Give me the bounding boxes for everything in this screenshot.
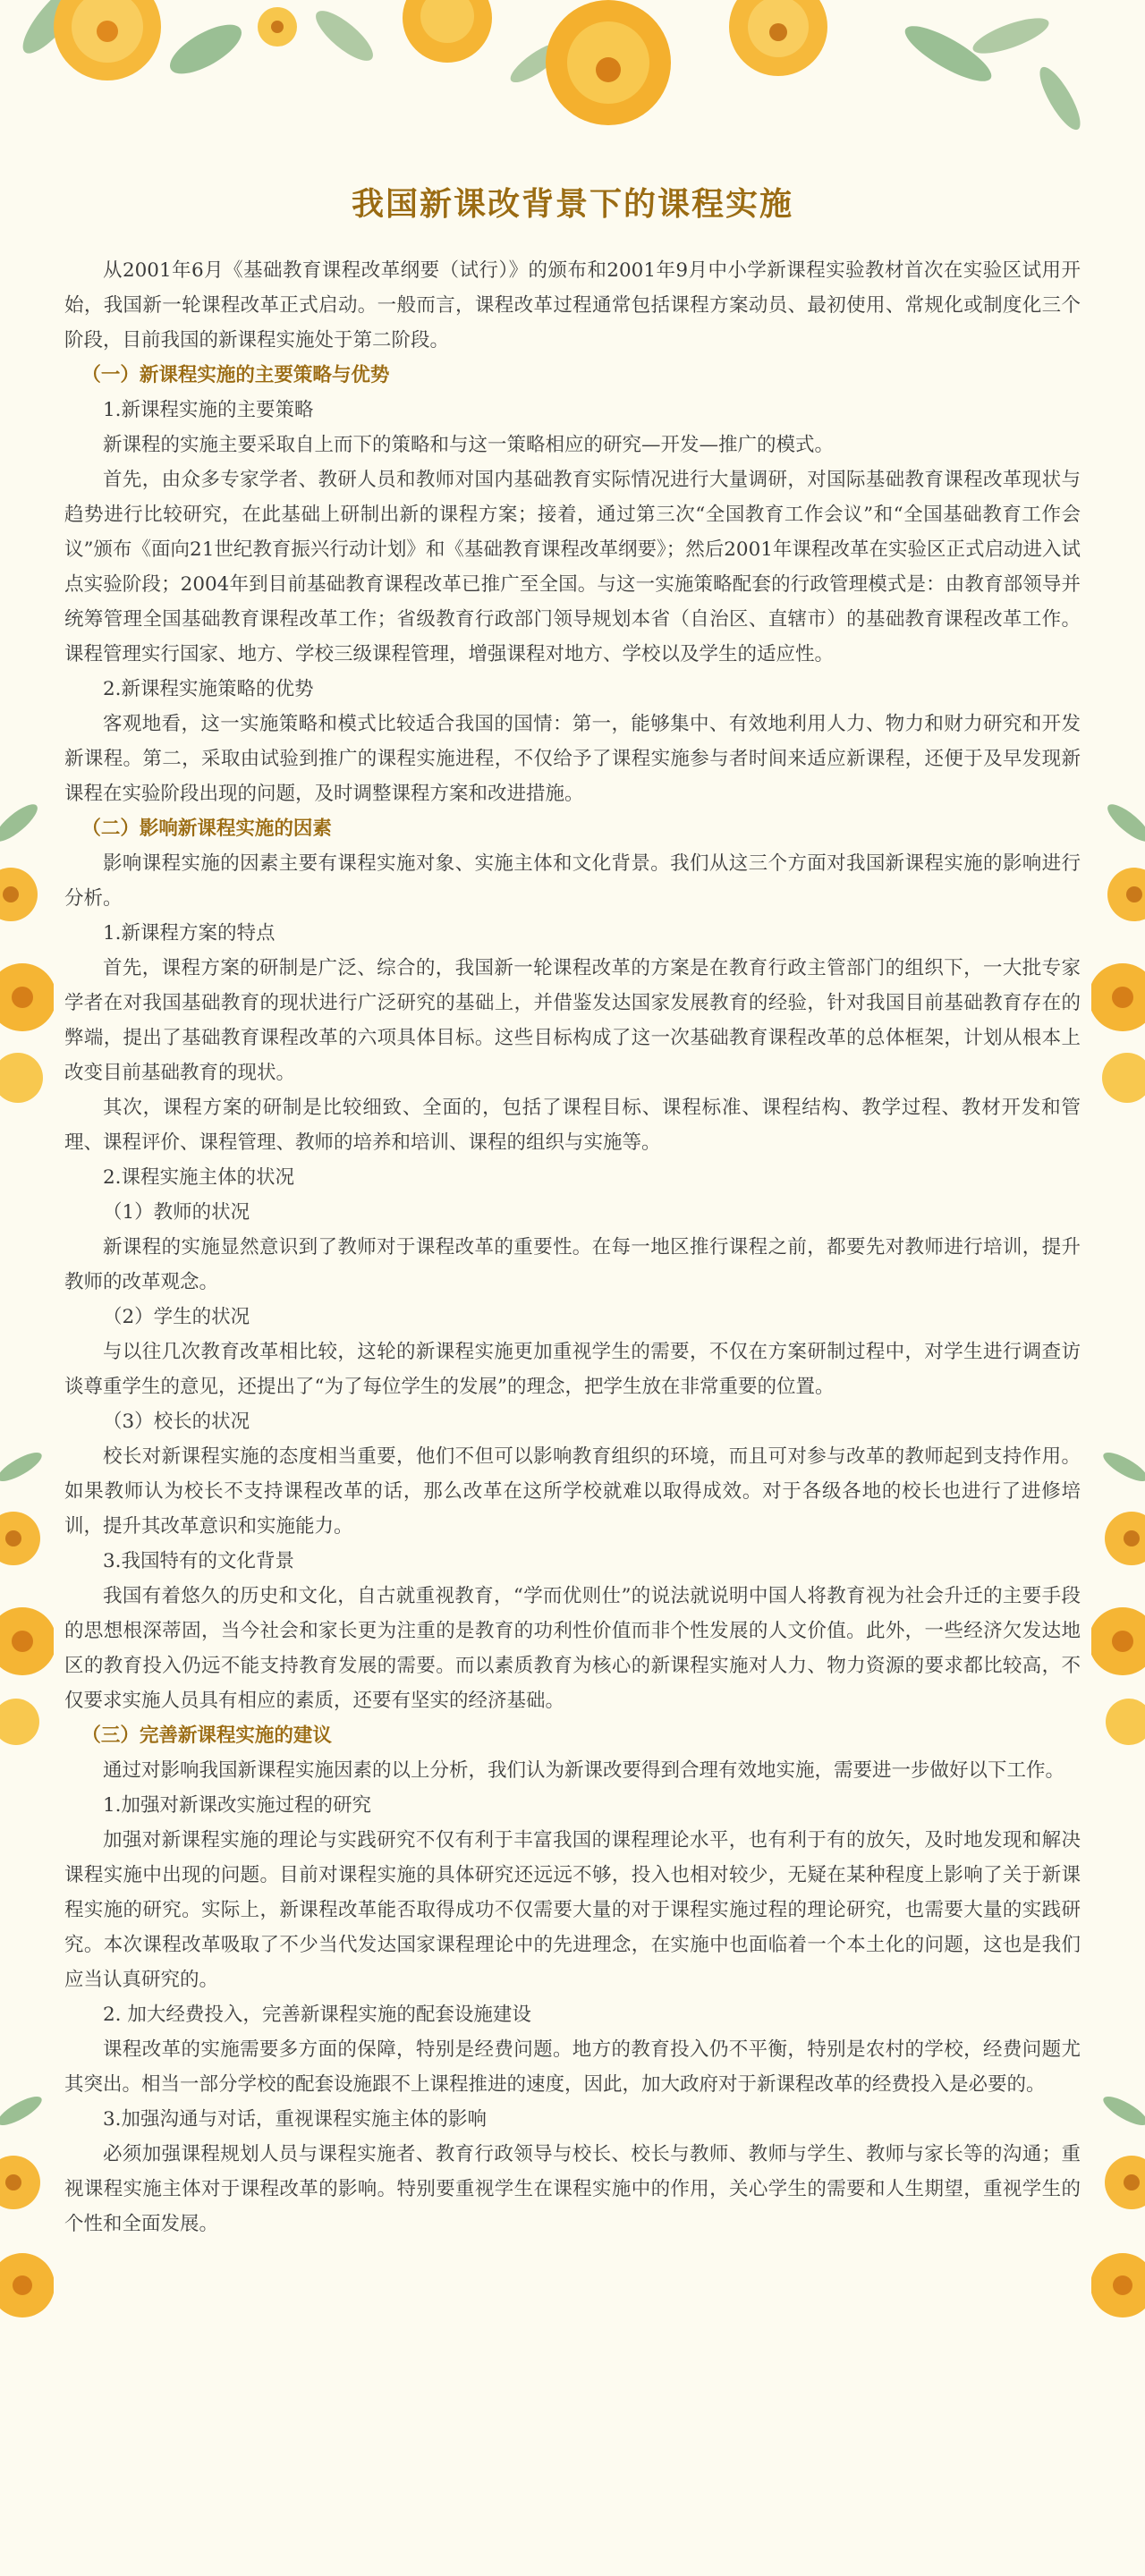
- paragraph: 从2001年6月《基础教育课程改革纲要（试行）》的颁布和2001年9月中小学新课程实验教材首次在实验区试用开始，我国新一轮课程改革正式启动。一般而言，课程改革过程通常包括课程方案动员、最初使用、常规化或制度化三个阶段，目前我国的新课程实施处于第二阶段。: [64, 259, 1081, 352]
- paragraph: 2.新课程实施策略的优势: [103, 678, 314, 700]
- section-heading: （一）新课程实施的主要策略与优势: [81, 364, 390, 386]
- paragraph: 校长对新课程实施的态度相当重要，他们不但可以影响教育组织的环境，而且可对参与改革的教师起到支持作用。如果教师认为校长不支持课程改革的话，那么改革在这所学校就难以取得成效。对于各级各地的校长也进行了进修培训，提升其改革意识和实施能力。: [64, 1445, 1081, 1538]
- floral-left-decoration: [0, 2084, 54, 2370]
- paragraph: 1.新课程方案的特点: [103, 922, 276, 945]
- section-heading: （二）影响新课程实施的因素: [81, 818, 332, 840]
- paragraph: 3.我国特有的文化背景: [103, 1550, 295, 1572]
- floral-header-decoration: [0, 0, 1145, 170]
- paragraph: 1.新课程实施的主要策略: [103, 399, 314, 421]
- paragraph: 其次，课程方案的研制是比较细致、全面的，包括了课程目标、课程标准、课程结构、教学过程、教材开发和管理、课程评价、课程管理、教师的培养和培训、课程的组织与实施等。: [64, 1097, 1081, 1154]
- section-heading: （三）完善新课程实施的建议: [81, 1724, 332, 1747]
- paragraph: 我国有着悠久的历史和文化，自古就重视教育，“学而优则仕”的说法就说明中国人将教育视为社会升迁的主要手段的思想根深蒂固，当今社会和家长更为注重的是教育的功利性价值而非个性发展的人文价值。此外，一些经济欠发达地区的教育投入仍远不能支持教育发展的需要。而以素质教育为核心的新课程实施对人力、物力资源的要求都比较高，不仅要求实施人员具有相应的素质，还要有坚实的经济基础。: [64, 1585, 1081, 1712]
- floral-left-decoration: [0, 1440, 54, 1753]
- paragraph: 加强对新课程实施的理论与实践研究不仅有利于丰富我国的课程理论水平，也有利于有的放矢，及时地发现和解决课程实施中出现的问题。目前对课程实施的具体研究还远远不够，投入也相对较少，无疑在某种程度上影响了关于新课程实施的研究。实际上，新课程改革能否取得成功不仅需要大量的对于课程实施过程的理论研究，也需要大量的实践研究。本次课程改革吸取了不少当代发达国家课程理论中的先进理念，在实施中也面临着一个本土化的问题，这也是我们应当认真研究的。: [64, 1829, 1081, 1991]
- paragraph: （1）教师的状况: [103, 1201, 250, 1224]
- paragraph: 影响课程实施的因素主要有课程实施对象、实施主体和文化背景。我们从这三个方面对我国新课程实施的影响进行分析。: [64, 852, 1081, 910]
- article-body: [64, 253, 1081, 2241]
- paragraph: 2. 加大经费投入，完善新课程实施的配套设施建设: [103, 2004, 531, 2026]
- paragraph: 首先，课程方案的研制是广泛、综合的，我国新一轮课程改革的方案是在教育行政主管部门的组织下，一大批专家学者在对我国基础教育的现状进行广泛研究的基础上，并借鉴发达国家发展教育的经验，针对我国目前基础教育存在的弊端，提出了基础教育课程改革的六项具体目标。这些目标构成了这一次基础教育课程改革的总体框架，计划从根本上改变目前基础教育的现状。: [64, 957, 1081, 1084]
- paragraph: 1.加强对新课改实施过程的研究: [103, 1794, 372, 1817]
- paragraph: 与以往几次教育改革相比较，这轮的新课程实施更加重视学生的需要，不仅在方案研制过程中，对学生进行调查访谈尊重学生的意见，还提出了“为了每位学生的发展”的理念，把学生放在非常重要的位置。: [64, 1341, 1081, 1398]
- paragraph: 新课程的实施主要采取自上而下的策略和与这一策略相应的研究—开发—推广的模式。: [103, 434, 835, 456]
- paragraph: 课程改革的实施需要多方面的保障，特别是经费问题。地方的教育投入仍不平衡，特别是农村的学校，经费问题尤其突出。相当一部分学校的配套设施跟不上课程推进的速度，因此，加大政府对于新课程改革的经费投入是必要的。: [64, 2038, 1081, 2096]
- paragraph: 新课程的实施显然意识到了教师对于课程改革的重要性。在每一地区推行课程之前，都要先对教师进行培训，提升教师的改革观念。: [64, 1236, 1081, 1293]
- floral-right-decoration: [1091, 1440, 1145, 1753]
- page-title: 我国新课改背景下的课程实施: [351, 185, 793, 223]
- paragraph: 首先，由众多专家学者、教研人员和教师对国内基础教育实际情况进行大量调研，对国际基础教育课程改革现状与趋势进行比较研究，在此基础上研制出新的课程方案；接着，通过第三次“全国教育工作会议”和“全国基础教育工作会议”颁布《面向21世纪教育振兴行动计划》和《基础教育课程改革纲要》；然后2001年课程改革在实验区正式启动进入试点实验阶段；2004年到目前基础教育课程改革已推广至全国。与这一实施策略配套的行政管理模式是：由教育部领导并统筹管理全国基础教育课程改革工作；省级教育行政部门领导规划本省（自治区、直辖市）的基础教育课程改革工作。课程管理实行国家、地方、学校三级课程管理，增强课程对地方、学校以及学生的适应性。: [64, 469, 1081, 665]
- floral-right-decoration: [1091, 2084, 1145, 2370]
- paragraph: 2.课程实施主体的状况: [103, 1166, 295, 1189]
- paragraph: 客观地看，这一实施策略和模式比较适合我国的国情：第一，能够集中、有效地利用人力、物力和财力研究和开发新课程。第二，采取由试验到推广的课程实施进程，不仅给予了课程实施参与者时间来适应新课程，还便于及早发现新课程在实验阶段出现的问题，及时调整课程方案和改进措施。: [64, 713, 1081, 805]
- floral-right-decoration: [1091, 796, 1145, 1109]
- paragraph: 3.加强沟通与对话，重视课程实施主体的影响: [103, 2108, 488, 2131]
- paragraph: 通过对影响我国新课程实施因素的以上分析，我们认为新课改要得到合理有效地实施，需要进一步做好以下工作。: [103, 1759, 1065, 1782]
- paragraph: （3）校长的状况: [103, 1411, 250, 1433]
- paragraph: （2）学生的状况: [103, 1306, 250, 1328]
- floral-left-decoration: [0, 796, 54, 1109]
- paragraph: 必须加强课程规划人员与课程实施者、教育行政领导与校长、校长与教师、教师与学生、教师与家长等的沟通；重视课程实施主体对于课程改革的影响。特别要重视学生在课程实施中的作用，关心学生的需要和人生期望，重视学生的个性和全面发展。: [64, 2143, 1081, 2235]
